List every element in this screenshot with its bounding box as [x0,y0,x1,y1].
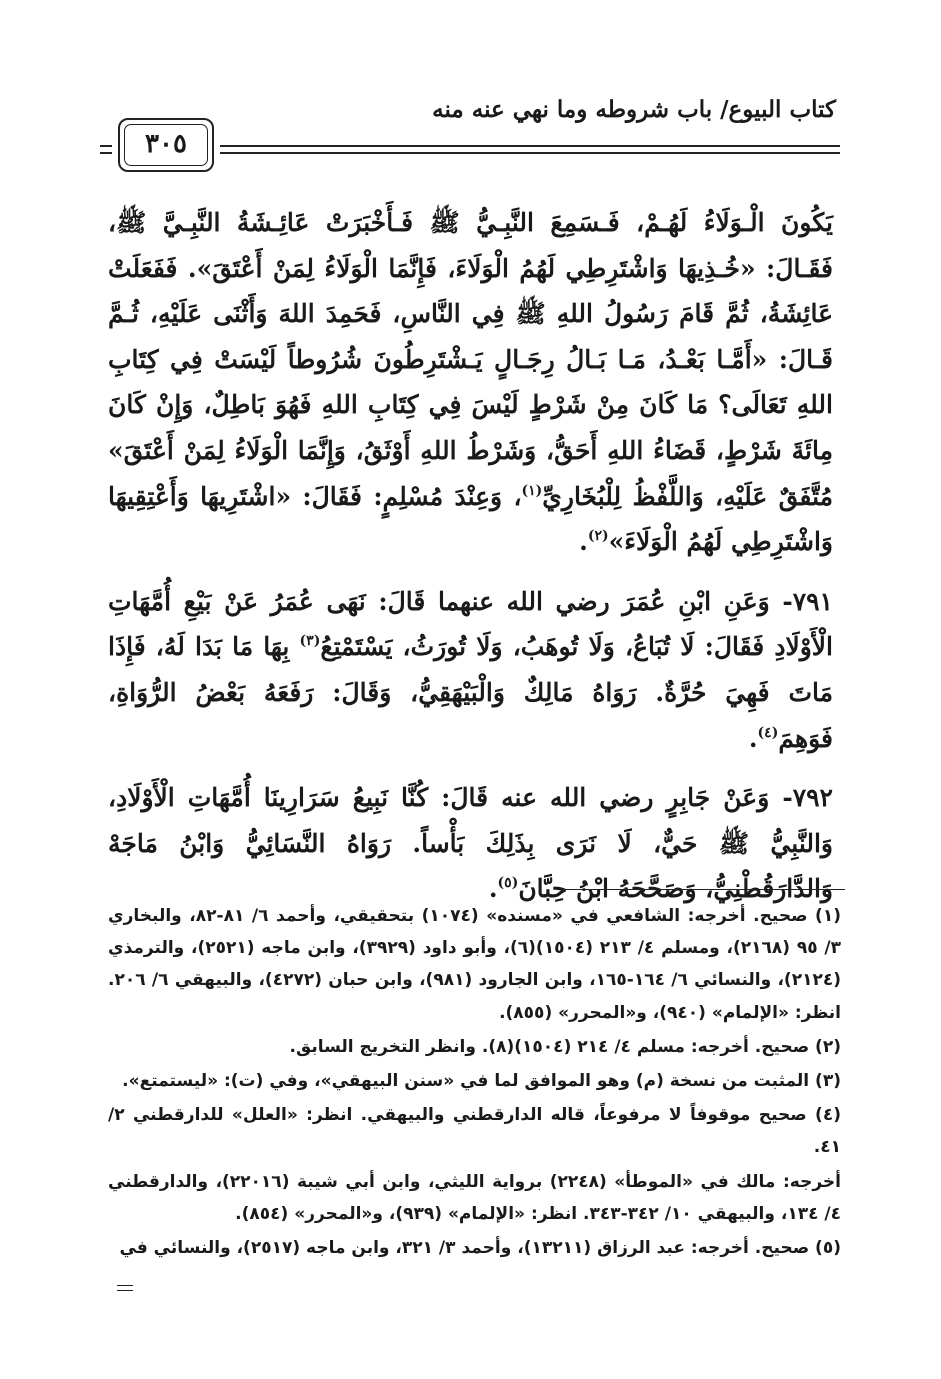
main-text [108,200,833,926]
continuation-mark [117,1285,133,1293]
footnotes [108,900,841,1266]
footnote-ref-1[interactable]: (١) [521,482,543,499]
footnote-4-continuation: أخرجه: مالك في «الموطأ» (٢٢٤٨) برواية الليثي، وابن أبي شيبة (٢٢٠١٦)، والدارقطني ٤/ ١٣٤، والبيهقي ١٠/ ٣٤٢-٣٤٣. انظر: «الإلمام» (٩٣٩)، و«المحرر» (٨٥٤). [108,1171,841,1224]
footnote-1: (١) صحيح. أخرجه: الشافعي في «مسنده» (١٠٧٤) بتحقيقي، وأحمد ٦/ ٨١-٨٢، والبخاري ٣/ ٩٥ (٢١٦٨)، ومسلم ٤/ ٢١٣ (١٥٠٤)(٦)، وأبو داود (٣٩٢٩)، وابن ماجه (٢٥٢١)، والترمذي (٢١٢٤)، والنسائي ٦/ ١٦٤-١٦٥، وابن الجارود (٩٨١)، وابن حبان (٤٢٧٢)، والبيهقي ٦/ ٢٠٦. انظر: «الإلمام» (٩٤٠)، و«المحرر» (٨٥٥). [108,906,841,1023]
paragraph-text: يَكُونَ الْـوَلَاءُ لَهُـمْ، فَـسَمِعَ النَّبِـيُّ ﷺ فَـأَخْبَرَتْ عَائِـشَةُ النَّبِـيَّ ﷺ، فَقَـالَ: «خُـذِيهَا وَاشْتَرِطِي لَهُمُ الْوَلَاءَ، فَإِنَّمَا الْوَلَاءُ لِمَنْ أَعْتَقَ». فَفَعَلَتْ عَائِشَةُ، ثُمَّ قَامَ رَسُولُ اللهِ ﷺ فِي النَّاسِ، فَحَمِدَ اللهَ وَأَثْنَى عَلَيْهِ، ثُـمَّ قَـالَ: «أَمَّـا بَعْـدُ، مَـا بَـالُ رِجَـالٍ يَـشْتَرِطُونَ شُرُوطاً لَيْسَتْ فِي كِتَابِ اللهِ تَعَالَى؟ مَا كَانَ مِنْ شَرْطٍ لَيْسَ فِي كِتَابِ اللهِ فَهُوَ بَاطِلٌ، وَإِنْ كَانَ مِائَةَ شَرْطٍ، قَضَاءُ اللهِ أَحَقُّ، وَشَرْطُ اللهِ أَوْثَقُ، وَإِنَّمَا الْوَلَاءُ لِمَنْ أَعْتَقَ» مُتَّفَقٌ عَلَيْهِ، وَاللَّفْظُ لِلْبُخَارِيِّ [108,208,834,511]
period: . [579,527,588,557]
period: . [748,723,758,753]
page-number: ٣٠٥ [145,129,187,159]
running-header-title: كتاب البيوع/ باب شروطه وما نهي عنه منه [432,96,836,123]
footnote-5: (٥) صحيح. أخرجه: عبد الرزاق (١٣٢١١)، وأحمد ٣/ ٣٢١، وابن ماجه (٢٥١٧)، والنسائي في [119,1238,841,1259]
footnote-separator [562,889,845,890]
paragraph-text: ، وَعِنْدَ مُسْلِمٍ: فَقَالَ: «اشْتَرِيهَا وَأَعْتِقِيهَا وَاشْتَرِطِي لَهُمُ الْوَلَاءَ» [108,481,833,557]
hadith-continuation [108,200,833,565]
hadith-791 [108,579,833,761]
paragraph-text: ٧٩٢- وَعَنْ جَابِرٍ رضي الله عنه قَالَ: كُنَّا نَبِيعُ سَرَارِينَا أُمَّهَاتِ الْأَوْلَادِ، وَالنَّبِيُّ ﷺ حَيٌّ، لَا نَرَى بِذَلِكَ بَأْساً. رَوَاهُ النَّسَائِيُّ وَابْنُ مَاجَهْ وَالدَّارَقُطْنِيُّ، وَصَحَّحَهُ ابْنُ حِبَّانَ [108,783,833,904]
hadith-792 [108,775,833,912]
period: . [488,874,498,904]
footnote-4: (٤) صحيح موقوفاً لا مرفوعاً، قاله الدارقطني والبيهقي. انظر: «العلل» للدارقطني ٢/ ٤١. [108,1105,841,1158]
paragraph-text: ٧٩١- وَعَنِ ابْنِ عُمَرَ رضي الله عنهما قَالَ: نَهَى عُمَرُ عَنْ بَيْعِ أُمَّهَاتِ الْأَوْلَادِ فَقَالَ: لَا تُبَاعُ، وَلَا تُوهَبُ، وَلَا تُورَثُ، يَسْتَمْتِعُ [108,586,833,662]
header-rule [120,143,840,157]
paragraph-text: بِهَا مَا بَدَا لَهُ، فَإِذَا مَاتَ فَهِيَ حُرَّةٌ. رَوَاهُ مَالِكٌ وَالْبَيْهَقِيُّ، وَقَالَ: رَفَعَهُ بَعْضُ الرُّوَاةِ، فَوَهِمَ [108,632,833,753]
footnote-ref-5[interactable]: (٥) [497,875,519,892]
footnote-3: (٣) المثبت من نسخة (م) وهو الموافق لما في «سنن البيهقي»، وفي (ت): «ليستمتع». [122,1071,841,1092]
footnote-ref-3[interactable]: (٣) [299,633,321,650]
footnote-ref-2[interactable]: (٢) [587,528,609,545]
page-number-frame [118,118,214,172]
footnote-ref-4[interactable]: (٤) [757,724,779,741]
footnote-2: (٢) صحيح. أخرجه: مسلم ٤/ ٢١٤ (١٥٠٤)(٨). وانظر التخريج السابق. [289,1036,841,1057]
